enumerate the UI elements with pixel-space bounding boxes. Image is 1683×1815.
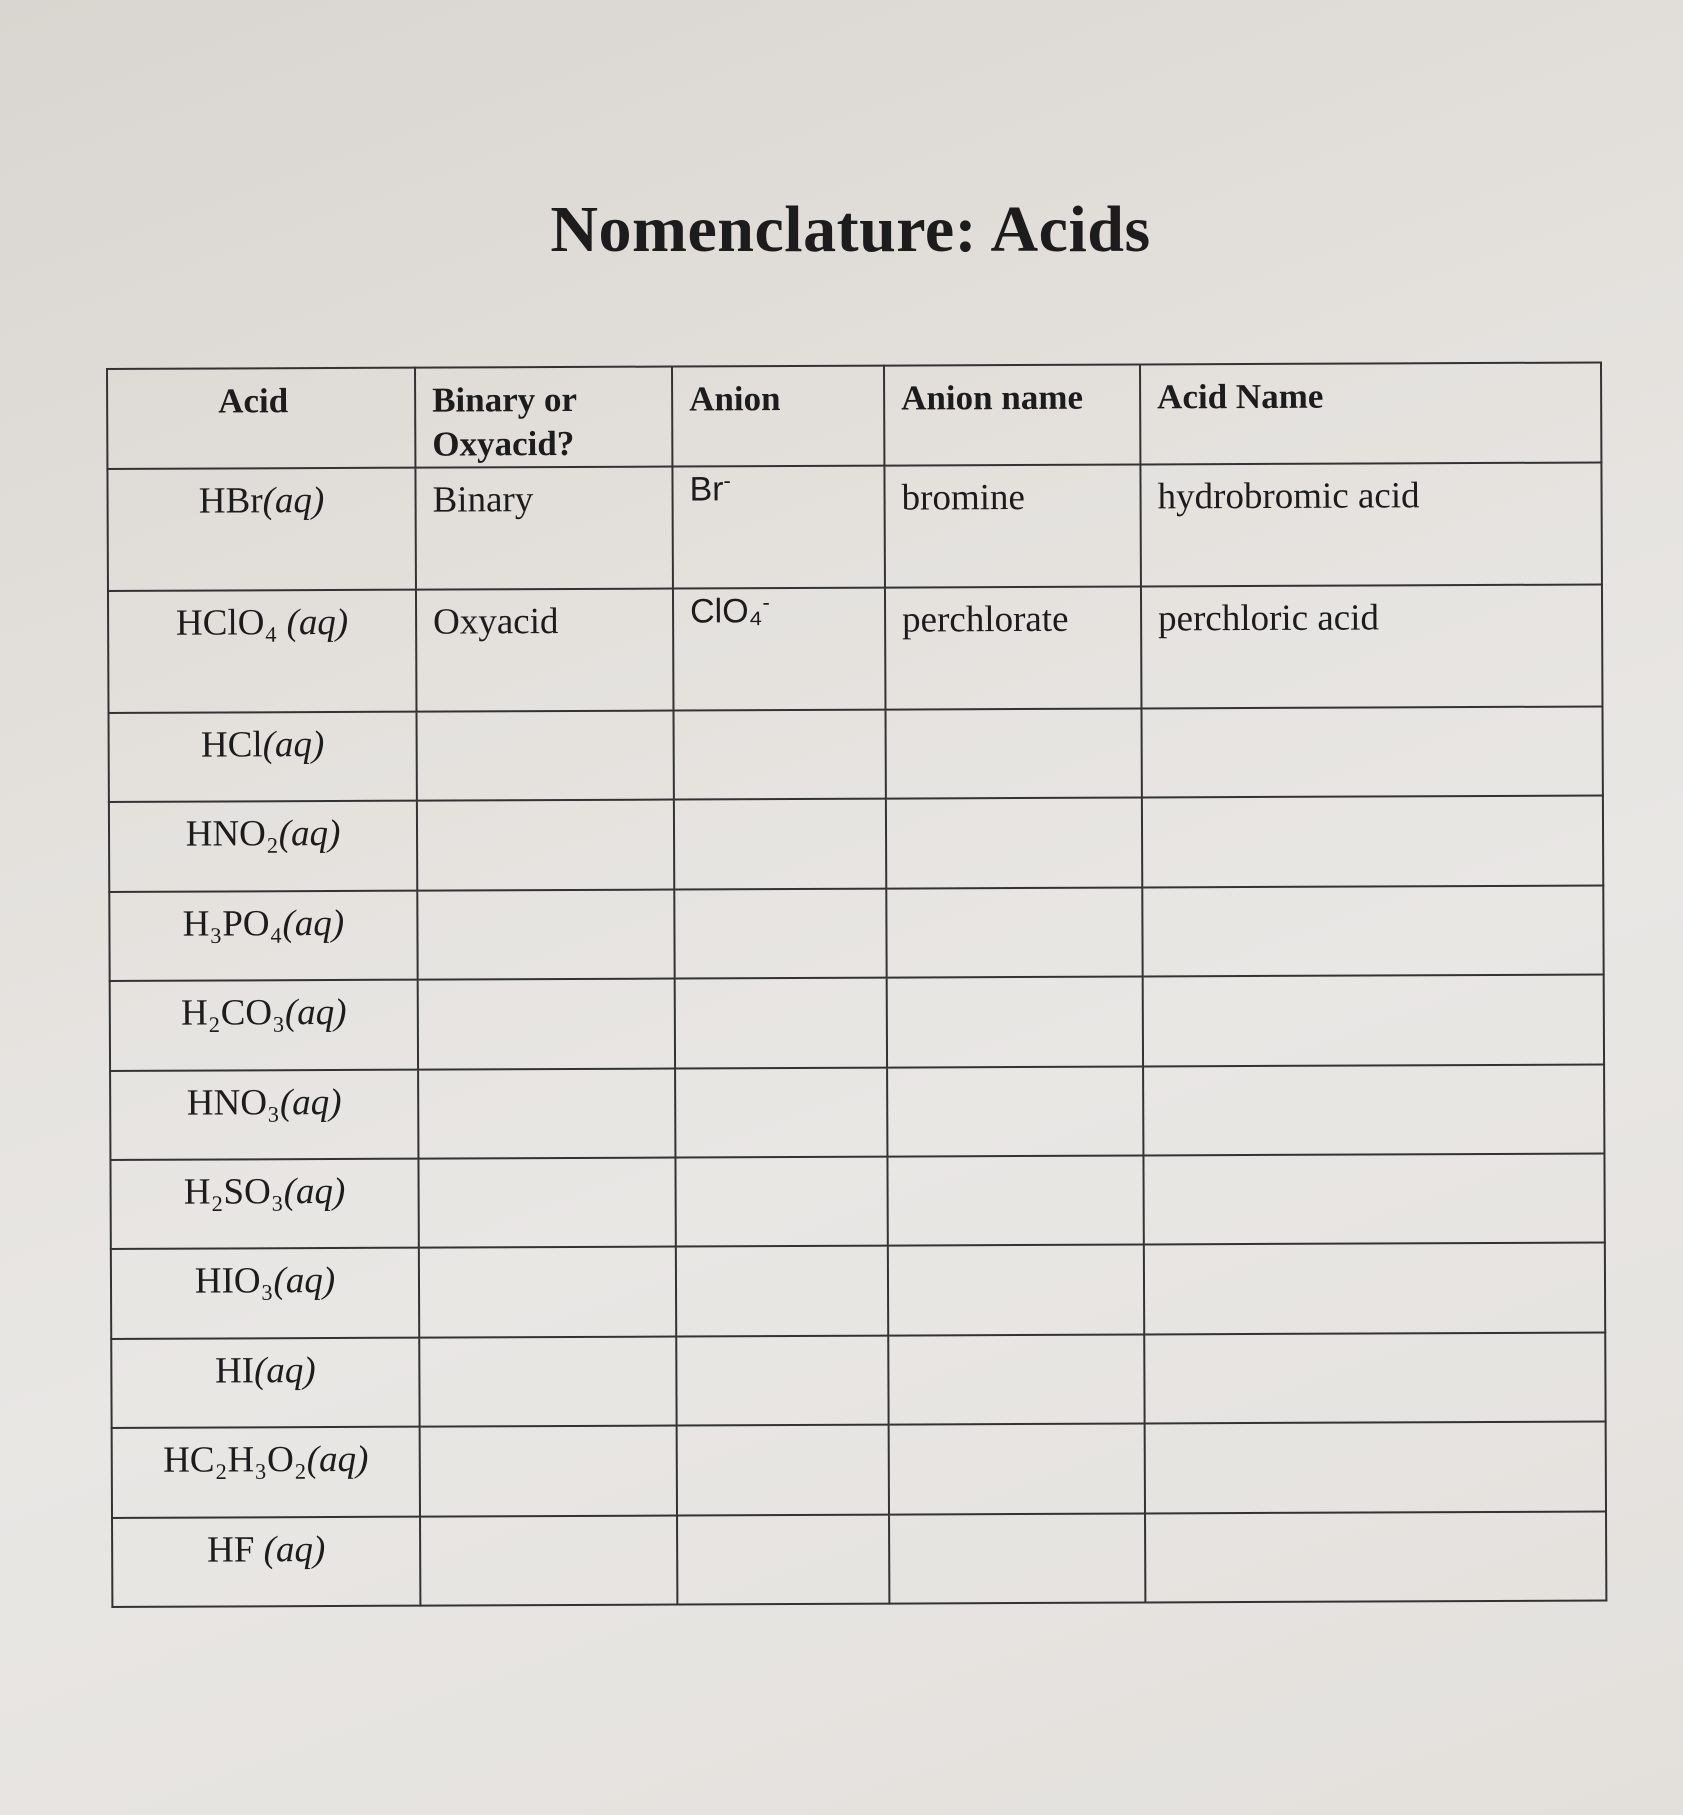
page-title: Nomenclature: Acids (550, 193, 1151, 266)
type-cell (419, 1336, 676, 1427)
header-acid-name: Acid Name (1140, 362, 1601, 464)
anion-name-cell (887, 977, 1143, 1068)
header-row (107, 362, 1601, 469)
acid-name-cell (1144, 1243, 1605, 1334)
anion-name-cell (888, 1334, 1144, 1425)
type-cell (418, 1068, 675, 1159)
table-row (110, 1064, 1604, 1160)
anion-cell (674, 888, 886, 978)
header-anion: Anion (672, 366, 884, 467)
type-cell (417, 711, 674, 802)
anion-name-cell (885, 708, 1141, 799)
acid-name-cell (1142, 796, 1603, 887)
acid-formula-cell: H₂SO₃(aq) (110, 1159, 418, 1250)
acid-name-cell (1145, 1422, 1606, 1513)
type-cell (420, 1426, 677, 1517)
acid-formula-cell: HF (aq) (112, 1516, 420, 1607)
anion-name-cell (889, 1424, 1145, 1515)
table-row (112, 1511, 1606, 1607)
acid-formula-cell: HBr(aq) (107, 468, 416, 591)
anion-cell (675, 978, 887, 1068)
acid-formula-cell: HNO₃(aq) (110, 1069, 418, 1160)
worksheet (106, 361, 1605, 1608)
anion-name-cell: bromine (884, 464, 1141, 587)
anion-cell (675, 1157, 887, 1247)
table-row (107, 462, 1602, 591)
anion-cell (676, 1246, 888, 1336)
table-row (110, 975, 1604, 1071)
header-acid: Acid (107, 368, 415, 469)
anion-name-cell (889, 1513, 1145, 1604)
anion-cell: Br- (672, 466, 885, 589)
type-cell: Binary (415, 467, 673, 590)
anion-cell: ClO₄- (673, 588, 886, 711)
anion-cell (674, 799, 886, 889)
acid-formula-cell: HNO₂(aq) (109, 801, 417, 892)
acid-name-cell (1142, 885, 1603, 976)
acid-formula-cell: HClO₄ (aq) (108, 590, 417, 713)
table-row (109, 885, 1603, 981)
anion-cell (677, 1514, 889, 1604)
anion-name-cell (888, 1245, 1144, 1336)
acid-name-cell (1144, 1332, 1605, 1423)
type-cell (418, 1157, 675, 1248)
table-row (110, 1153, 1604, 1249)
acid-name-cell (1145, 1511, 1606, 1602)
acid-name-cell (1143, 1153, 1604, 1244)
acid-name-cell (1141, 706, 1602, 797)
type-cell (417, 889, 674, 980)
acid-formula-cell: H₃PO₄(aq) (109, 890, 417, 981)
anion-cell (675, 1067, 887, 1157)
acid-name-cell: perchloric acid (1141, 584, 1603, 708)
type-cell (418, 979, 675, 1070)
acid-name-cell (1143, 975, 1604, 1066)
anion-name-cell (886, 798, 1142, 889)
type-cell (420, 1515, 677, 1606)
anion-name-cell (886, 887, 1142, 978)
table-row (112, 1422, 1606, 1518)
acid-formula-cell: H₂CO₃(aq) (110, 980, 418, 1071)
anion-cell (677, 1425, 889, 1515)
anion-name-cell (887, 1155, 1143, 1246)
table-row (108, 584, 1603, 713)
acid-formula-cell: HIO₃(aq) (111, 1248, 419, 1339)
acid-formula-cell: HI(aq) (111, 1337, 419, 1428)
acid-formula-cell: HC₂H₃O₂(aq) (112, 1427, 420, 1518)
table-row (109, 706, 1603, 802)
acid-formula-cell: HCl(aq) (109, 712, 417, 803)
acid-name-cell: hydrobromic acid (1140, 462, 1602, 586)
acids-table (106, 361, 1607, 1608)
anion-name-cell (887, 1066, 1143, 1157)
table-row (111, 1332, 1605, 1428)
acid-name-cell (1143, 1064, 1604, 1155)
anion-cell (676, 1335, 888, 1425)
anion-cell (673, 710, 885, 800)
table-row (111, 1243, 1605, 1339)
header-binary-or-oxyacid: Binary or Oxyacid? (415, 367, 672, 468)
type-cell (419, 1247, 676, 1338)
type-cell: Oxyacid (416, 589, 674, 712)
anion-name-cell: perchlorate (885, 586, 1142, 709)
table-row (109, 796, 1603, 892)
header-anion-name: Anion name (884, 364, 1140, 465)
type-cell (417, 800, 674, 891)
